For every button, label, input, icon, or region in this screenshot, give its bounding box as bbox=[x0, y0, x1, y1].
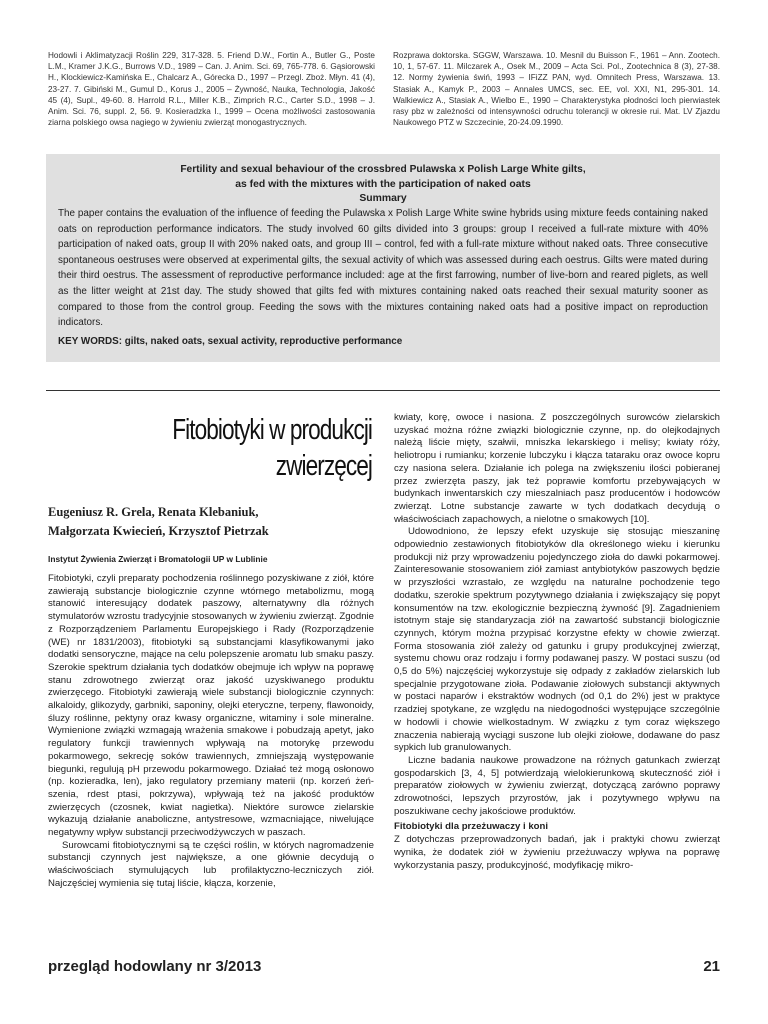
left-paragraph: Fitobiotyki, czyli preparaty pochodzenia roślinnego pozyskiwane z ziół, które zawierają substancje biologicznie czynne wtórnego metabolizmu, mogą stanowić interesujący dodatek paszowy, alternatywny dla różnych stymulatorów wzrostu tradycyjnie stosowanych w żywieniu zwierząt. Zgodnie z Rozporządzeniem Parlamentu Europejskiego i Rady (Rozporządzenie (WE) nr 1831/2003), fitobiotyki są substancjami klasyfikowanymi jako dodatki sensoryczne, mające na celu polepszenie aromatu lub smaku paszy. Szerokie spektrum działania tych dodatków obejmuje ich wpływ na poprawę stanu zdrowotnego zwierząt oraz jakość uzyskiwanego produktu zwierzęcego. Fitobiotyki zawierają wiele substancji biologicznie czynnych: alkaloidy, glikozydy, garbniki, saponiny, olejki eteryczne, terpeny, flawonoidy, śluzy roślinne, pektyny oraz kwasy organiczne, witaminy i sole mineralne. Wymienione związki wzmagają wrażenia smakowe i pobudzają apetyt, jako regulatory funkcji trawiennych wpływają na motorykę przewodu pokarmowego, sekrecję soków trawiennych, zmniejszają występowanie biegunki, regulują pH przewodu pokarmowego. Działać też mogą osłonowo (np. kozieradka, len), jako regulatory przemiany materii (np. korzeń żeń-szenia, rdest ptasi, pokrzywa), wpływają też na jakość produktów zwierzęcych (czosnek, kwiat nagietka). Niektóre surowce zielarskie wykazują działanie anaboliczne, antystresowe, wzmacniające, niwelujące negatywny wpływ substancji przeciwodżywczych w paszach. bbox=[48, 573, 374, 839]
right-paragraph: Udowodniono, że lepszy efekt uzyskuje się stosując mieszaninę odpowiednio zestawionych fitobiotyków dla określonego wieku i kierunku produkcji niż przy wprowadzeniu pojedynczego zioła do dawki pokarmowej. Zainteresowanie stosowaniem ziół zamiast antybiotyków paszowych będzie w przyszłości wzrastało, ze względu na naturalne pochodzenie tego dodatku, szerokie spektrum pozytywnego działania i zwiększający się popyt konsumentów na tzw. ekologicznie bezpieczną żywność [9]. Zagadnieniem istotnym staje się standaryzacja ziół na zawartość substancji biologicznie czynnych, którym można przypisać korzystne efekty w chowie zwierząt. Forma stosowania ziół zależy od gatunku i grupy produkcyjnej zwierząt, systemu chowu oraz rodzaju i formy podawanej paszy. W postaci suszu (od 0,5 do 5%) najczęściej wykorzystuje się odpady z zakładów zielarskich lub specjalnie przygotowane zioła. Podawanie ziołowych substancji aktywnych w postaci naparów i ekstraktów wodnych (od 0,1 do 2%) jest w praktyce rzadziej spotykane, ze względu na niedogodności występujące szczególnie w hodowli i chowie wielkostadnym. W związku z tym coraz większego znaczenia nabierają wyciągi suszone lub olejki ziołowe, dodawane do pasz sypkich lub granulowanych. bbox=[394, 526, 720, 754]
left-paragraph: Surowcami fitobiotycznymi są te części roślin, w których nagromadzenie substancji czynnych jest największe, a one głównie decydują o właściwościach stymulujących lub profilaktyczno-leczniczych ziół. Najczęściej wymienia się tutaj liście, kłącza, korzenie, bbox=[48, 839, 374, 889]
right-paragraph: kwiaty, korę, owoce i nasiona. Z poszczególnych surowców zielarskich uzyskać można różne związki biologicznie czynne, np. do olejkodajnych należą liście mięty, szałwii, mniszka lekarskiego i melisy; kwiaty róży, heliotropu i rumianku; korzenie lubczyku i kłącza tataraku oraz owoce kopru czy nasiona selera. Działanie ich polega na zwiększeniu ilości pobieranej przez zwierzęta paszy, jak też poprawie komfortu przebywających w budynkach inwentarskich czy mieszalniach pasz producentów i hodowców zwierząt. Lotne substancje zawarte w tych dodatkach decydują o właściwościach zapachowych, a nielotne o smakowych [10]. bbox=[394, 412, 720, 525]
summary-heading: Summary bbox=[359, 193, 407, 204]
authors-line-1: Eugeniusz R. Grela, Renata Klebaniuk, bbox=[48, 505, 259, 519]
references-left-column: Hodowli i Aklimatyzacji Roślin 229, 317-328. 5. Friend D.W., Fortin A., Butler G., Poste L.M., Kramer J.K.G., Burrows V.D., 1989 – Can. J. Anim. Sci. 69, 765-778. 6. Gąsiorowski H., Klockiewicz-Kamińska E., Chalcarz A., Górecka D., 1997 – Przegl. Zboż. Młyn. 41 (4), 23-27. 7. Gibiński M., Gumul D., Korus J., 2005 – Żywność, Nauka, Technologia, Jakość 45 (4), Supl., 49-60. 8. Harrold R.L., Miller K.B., Zimprich R.C., Carter S.D., 1998 – J. Anim. Sci. 76, suppl. 2, 56. 9. Kosieradzka I., 1999 – Ocena możliwości zastosowania ziarna polskiego owsa nagiego w żywieniu zwierząt monogastrycznych. bbox=[48, 51, 375, 128]
article-left-column bbox=[48, 573, 374, 891]
article-title-line-1: Fitobiotyki w produkcji bbox=[172, 414, 372, 446]
article-authors bbox=[48, 503, 378, 541]
article-title bbox=[129, 412, 372, 484]
article-title-line-2: zwierzęcej bbox=[275, 450, 372, 482]
page-number: 21 bbox=[703, 958, 720, 975]
summary-keywords: KEY WORDS: gilts, naked oats, sexual activity, reproductive performance bbox=[58, 335, 403, 347]
right-paragraph: Z dotychczas przeprowadzonych badań, jak i praktyki chowu zwierząt wynika, że dodatek ziół w żywieniu przeżuwaczy wpływa na poprawę wykorzystania paszy, produkcyjność, modyfikację mikro- bbox=[394, 834, 720, 871]
summary-title-line-2: as fed with the mixtures with the participation of naked oats bbox=[235, 179, 531, 190]
section-subheading: Fitobiotyki dla przeżuwaczy i koni bbox=[394, 820, 549, 832]
references-block bbox=[48, 50, 720, 128]
authors-line-2: Małgorzata Kwiecień, Krzysztof Pietrzak bbox=[48, 524, 269, 538]
article-right-column bbox=[394, 412, 720, 872]
author-institution: Instytut Żywienia Zwierząt i Bromatologii UP w Lublinie bbox=[48, 554, 268, 564]
summary-body: The paper contains the evaluation of the influence of feeding the Pulawska x Polish Large White swine hybrids using mixture feeds containing naked oats on reproduction performance indicators. The study involved 60 gilts divided into 3 groups: group I received a full-rate mixture with 40% participation of naked oats, group II with 20% naked oats, and group III – control, fed with a full-rate mixture without naked oats. Three consecutive spontaneous oestruses were observed at experimental gilts, the sexual activity of which was assessed during each oestrus. Gilts were mated during their third oestrus. The assessment of reproductive performance included: age at the first farrowing, number of live-born and reared piglets, as well as the litter weight at 21st day. The study showed that gilts fed with mixtures containing naked oats reached their sexual maturity sooner as compared to those from the control group. Feeding the sows with the mixtures containing naked oats had a positive impact on reproduction indicators. bbox=[58, 208, 708, 329]
section-divider bbox=[46, 390, 720, 391]
right-paragraph: Liczne badania naukowe prowadzone na różnych gatunkach zwierząt gospodarskich [3, 4, 5] potwierdzają wielokierunkową skuteczność ziół i preparatów ziołowych w żywieniu zwierząt, dotyczącą zarówno poprawy zdrowotności, lepszych przyrostów, jak i pozytywnego wpływu na poszukiwane cechy jakościowe produktów. bbox=[394, 754, 720, 817]
references-right-column: Rozprawa doktorska. SGGW, Warszawa. 10. Mesnil du Buisson F., 1961 – Ann. Zootech. 10, 1, 57-67. 11. Milczarek A., Osek M., 2009 – Acta Sci. Pol., Zootechnica 8 (3), 27-38. 12. Normy żywienia świń, 1993 – IFiZZ PAN, wyd. Omnitech Press, Warszawa. 13. Stasiak A., Kamyk P., 2003 – Annales UMCS, sec. EE, vol. XXI, N1, 295-301. 14. Walkiewicz A., Stasiak A., Wielbo E., 1990 – Charakterystyka płodności loch pierwiastek rasy pbz w zależności od intensywności odruchu tolerancji w okresie rui. Mat. LV Zjazdu Naukowego PTZ w Szczecinie, 20-24.09.1990. bbox=[393, 51, 720, 128]
english-summary-box bbox=[46, 154, 720, 362]
summary-title-line-1: Fertility and sexual behaviour of the crossbred Pulawska x Polish Large White gilts, bbox=[180, 164, 586, 175]
journal-footer: przegląd hodowlany nr 3/2013 bbox=[48, 958, 262, 975]
